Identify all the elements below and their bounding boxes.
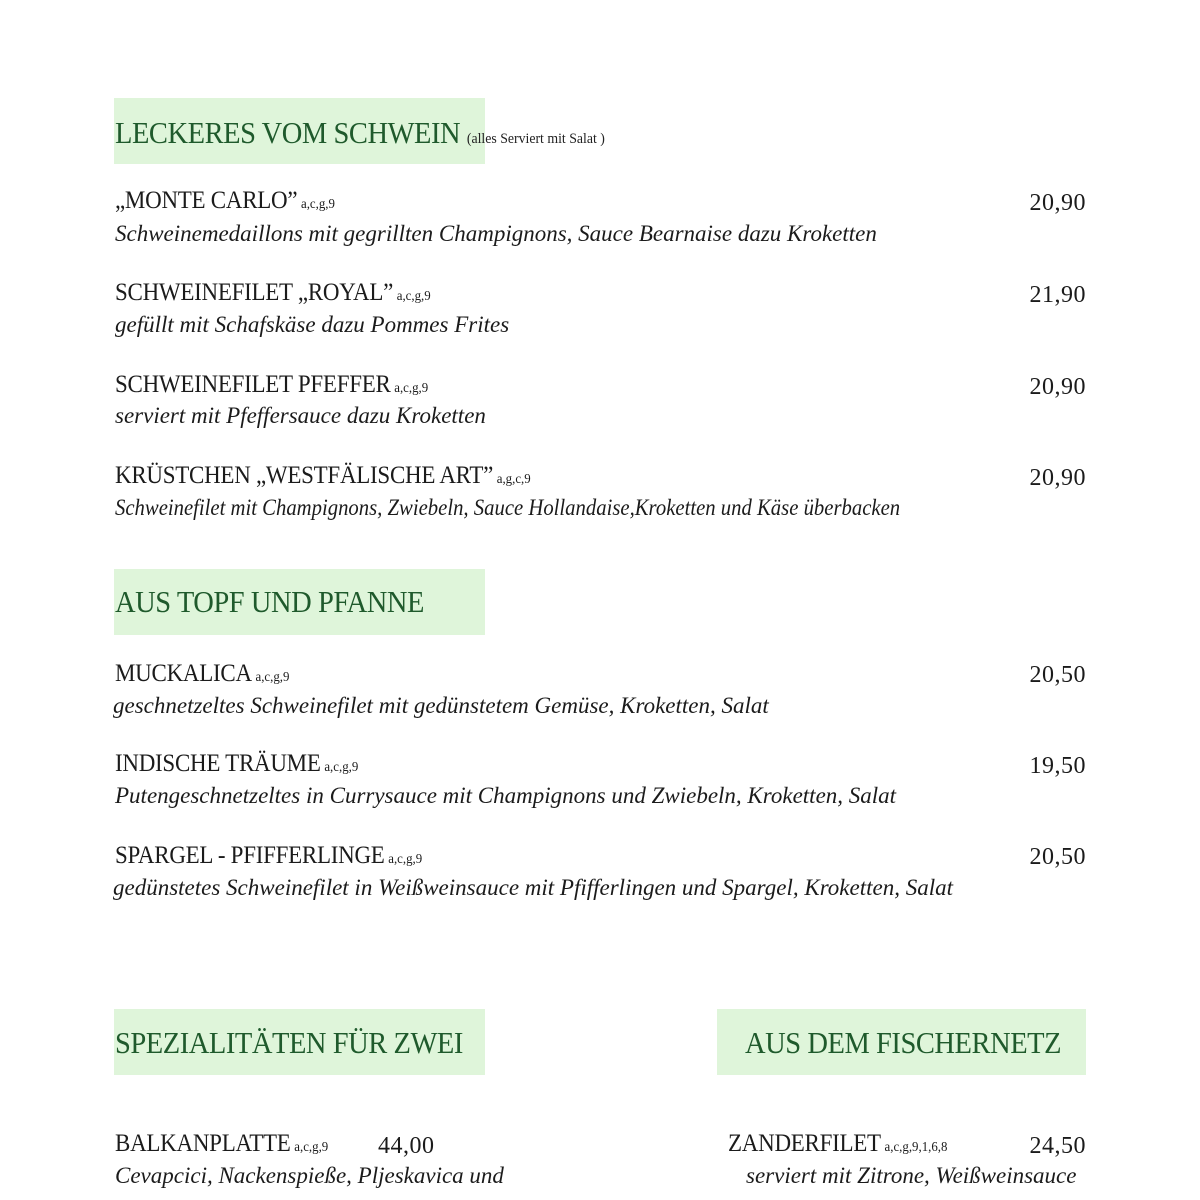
menu-item-price: 20,50: [1029, 844, 1086, 870]
allergen-codes: a,c,g,9: [394, 381, 429, 396]
item-title: MUCKALICA: [115, 660, 252, 687]
menu-item-name: [115, 371, 428, 399]
menu-item-description: Schweinemedaillons mit gegrillten Champignons, Sauce Bearnaise dazu Kroketten: [115, 221, 877, 246]
menu-item-price: 20,90: [1029, 374, 1086, 400]
menu-item-price: 44,00: [378, 1133, 435, 1159]
menu-item-price: 20,50: [1029, 662, 1086, 688]
section-title-fisch: AUS DEM FISCHERNETZ: [745, 1025, 1062, 1060]
menu-item-description: Cevapcici, Nackenspieße, Pljeskavica und: [115, 1163, 504, 1188]
section-title-topf: AUS TOPF UND PFANNE: [115, 584, 425, 619]
allergen-codes: a,c,g,9: [396, 289, 431, 304]
menu-item-name: [115, 750, 358, 778]
item-title: BALKANPLATTE: [115, 1130, 291, 1157]
menu-item-description: gefüllt mit Schafskäse dazu Pommes Frites: [115, 312, 510, 337]
allergen-codes: a,g,c,9: [496, 472, 531, 487]
menu-item-description: Schweinefilet mit Champignons, Zwiebeln, Sauce Hollandaise,Kroketten und Käse überbacken: [115, 495, 901, 520]
menu-item-name: [115, 187, 335, 215]
menu-item-name: [115, 279, 431, 307]
item-title: SCHWEINEFILET „ROYAL”: [115, 279, 394, 306]
menu-item-description: geschnetzeltes Schweinefilet mit gedünstetem Gemüse, Kroketten, Salat: [113, 693, 769, 718]
allergen-codes: a,c,g,9: [388, 852, 423, 867]
menu-item-price: 19,50: [1029, 753, 1086, 779]
item-title: SPARGEL - PFIFFERLINGE: [115, 842, 385, 869]
item-title: KRÜSTCHEN „WESTFÄLISCHE ART”: [115, 462, 494, 489]
section-title-schwein: [115, 115, 605, 151]
menu-item-price: 20,90: [1029, 465, 1086, 491]
menu-item-description: Putengeschnetzeltes in Currysauce mit Champignons und Zwiebeln, Kroketten, Salat: [115, 783, 897, 808]
menu-item-name: [728, 1130, 947, 1158]
menu-item-description: serviert mit Pfeffersauce dazu Kroketten: [115, 403, 486, 428]
item-title: ZANDERFILET: [728, 1130, 881, 1157]
section-title-text: LECKERES VOM SCHWEIN: [115, 115, 461, 150]
menu-item-name: [115, 660, 289, 688]
menu-item-name: [115, 462, 531, 490]
section-title-zwei: SPEZIALITÄTEN FÜR ZWEI: [115, 1025, 463, 1060]
menu-item-description: gedünstetes Schweinefilet in Weißweinsauce mit Pfifferlingen und Spargel, Kroketten, Salat: [113, 875, 953, 900]
menu-item-name: [115, 842, 422, 870]
allergen-codes: a,c,g,9,1,6,8: [884, 1140, 948, 1155]
item-title: INDISCHE TRÄUME: [115, 750, 321, 777]
menu-item-name: [115, 1130, 328, 1158]
menu-item-price: 24,50: [1029, 1133, 1086, 1159]
section-note: (alles Serviert mit Salat ): [466, 131, 605, 147]
item-title: SCHWEINEFILET PFEFFER: [115, 371, 391, 398]
allergen-codes: a,c,g,9: [324, 760, 359, 775]
menu-item-price: 21,90: [1029, 282, 1086, 308]
allergen-codes: a,c,g,9: [294, 1140, 329, 1155]
menu-item-price: 20,90: [1029, 190, 1086, 216]
menu-item-description: serviert mit Zitrone, Weißweinsauce: [746, 1163, 1077, 1188]
allergen-codes: a,c,g,9: [300, 197, 335, 212]
allergen-codes: a,c,g,9: [255, 670, 290, 685]
item-title: „MONTE CARLO”: [115, 187, 298, 214]
